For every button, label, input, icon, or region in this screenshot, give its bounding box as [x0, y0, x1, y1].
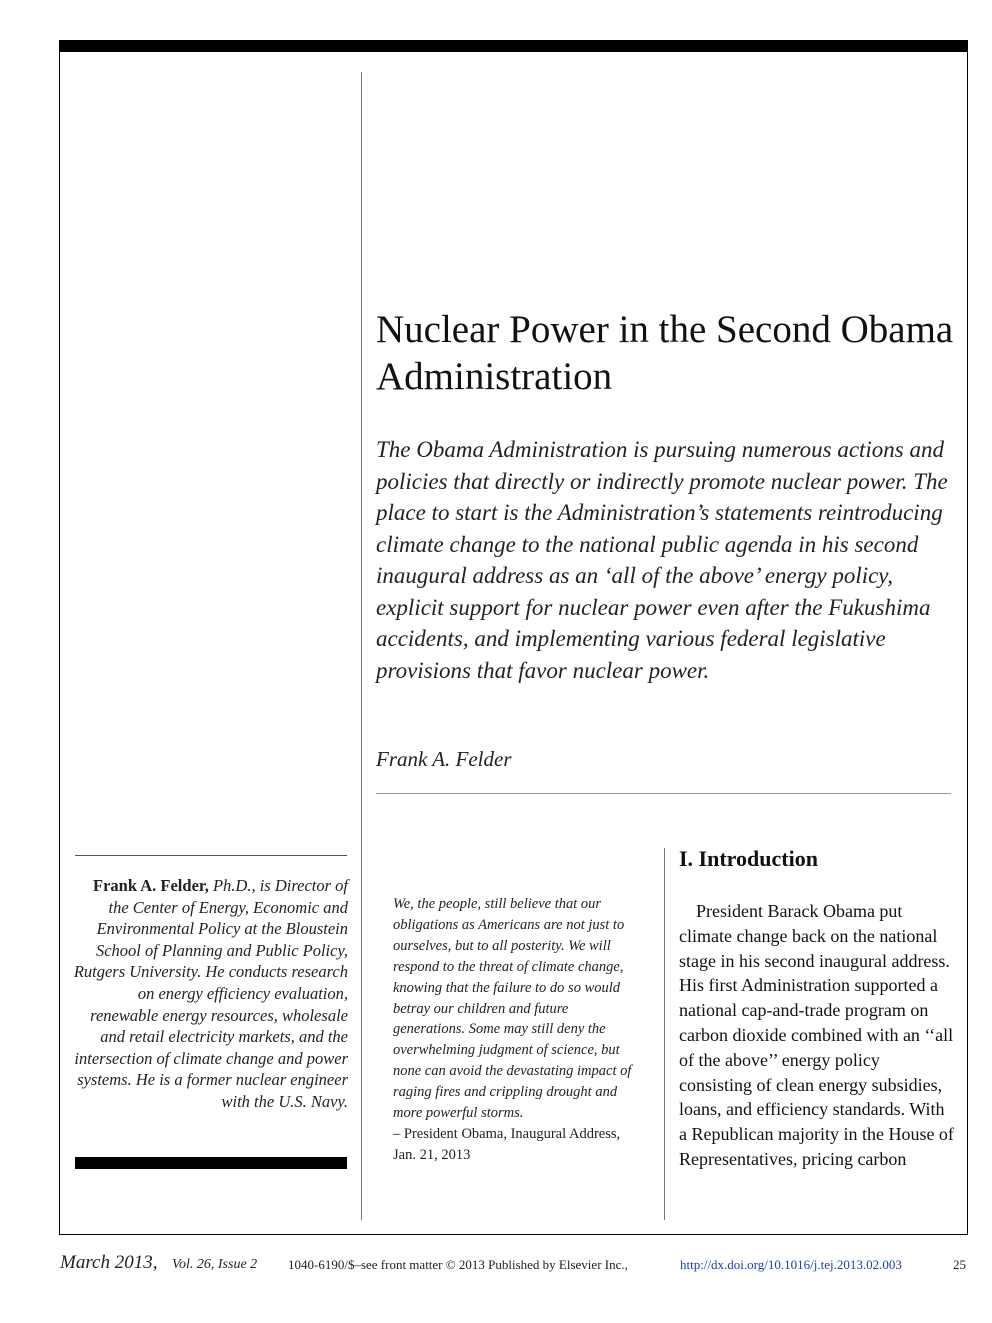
footer-date: March 2013,: [60, 1252, 158, 1273]
article-title: Nuclear Power in the Second Obama Administration: [376, 308, 954, 398]
author-bio-text: Ph.D., is Director of the Center of Energy, Economic and Environmental Policy at the Bloustein School of Planning and Public Policy, Rutgers University. He conducts research on energy efficiency evaluation, renewable energy resources, wholesale and retail electricity markets, and the intersection of climate change and power systems. He is a former nuclear engineer with the U.S. Navy.: [73, 876, 348, 1111]
author-bio: [72, 875, 348, 1113]
footer-copyright: 1040-6190/$–see front matter © 2013 Published by Elsevier Inc.,: [288, 1257, 628, 1272]
section-heading: I. Introduction: [679, 846, 818, 871]
footer-doi-link[interactable]: http://dx.doi.org/10.1016/j.tej.2013.02.003: [680, 1257, 902, 1272]
page-footer: [60, 1252, 970, 1276]
footer-page-number: 25: [953, 1257, 966, 1272]
byline-divider: [376, 793, 951, 794]
article-byline: Frank A. Felder: [376, 747, 512, 771]
top-rule: [59, 40, 968, 52]
author-bio-bar: [75, 1157, 347, 1169]
article-abstract: The Obama Administration is pursuing numerous actions and policies that directly or indirectly promote nuclear power. The place to start is the Administration’s statements reintroducing climate change to the national public agenda in his second inaugural address as an ‘all of the above’ energy policy, explicit support for nuclear power even after the Fukushima accidents, and implementing various federal legislative provisions that favor nuclear power.: [376, 437, 948, 683]
epigraph-text: We, the people, still believe that our obligations as Americans are not just to ourselves, but to all posterity. We will respond to the threat of climate change, knowing that the failure to do so would betray our children and future generations. Some may still deny the overwhelming judgment of science, but none can avoid the devastating impact of raging fires and crippling drought and more powerful storms.: [393, 896, 632, 1122]
author-bio-divider: [75, 855, 347, 856]
column-divider-right: [664, 848, 665, 1220]
author-bio-name: Frank A. Felder,: [93, 876, 209, 895]
section-body: President Barack Obama put climate change back on the national stage in his second inaugural address. His first Administration supported a national cap-and-trade program on carbon dioxide combined with an ‘‘all of the above’’ energy policy consisting of clean energy subsidies, loans, and efficiency standards. With a Republican majority in the House of Representatives, pricing carbon: [679, 901, 954, 1169]
column-divider-left: [361, 72, 362, 1220]
footer-volume: Vol. 26, Issue 2: [172, 1257, 258, 1272]
epigraph: [393, 894, 637, 1166]
epigraph-attribution: – President Obama, Inaugural Address, Jan. 21, 2013: [393, 1125, 621, 1163]
